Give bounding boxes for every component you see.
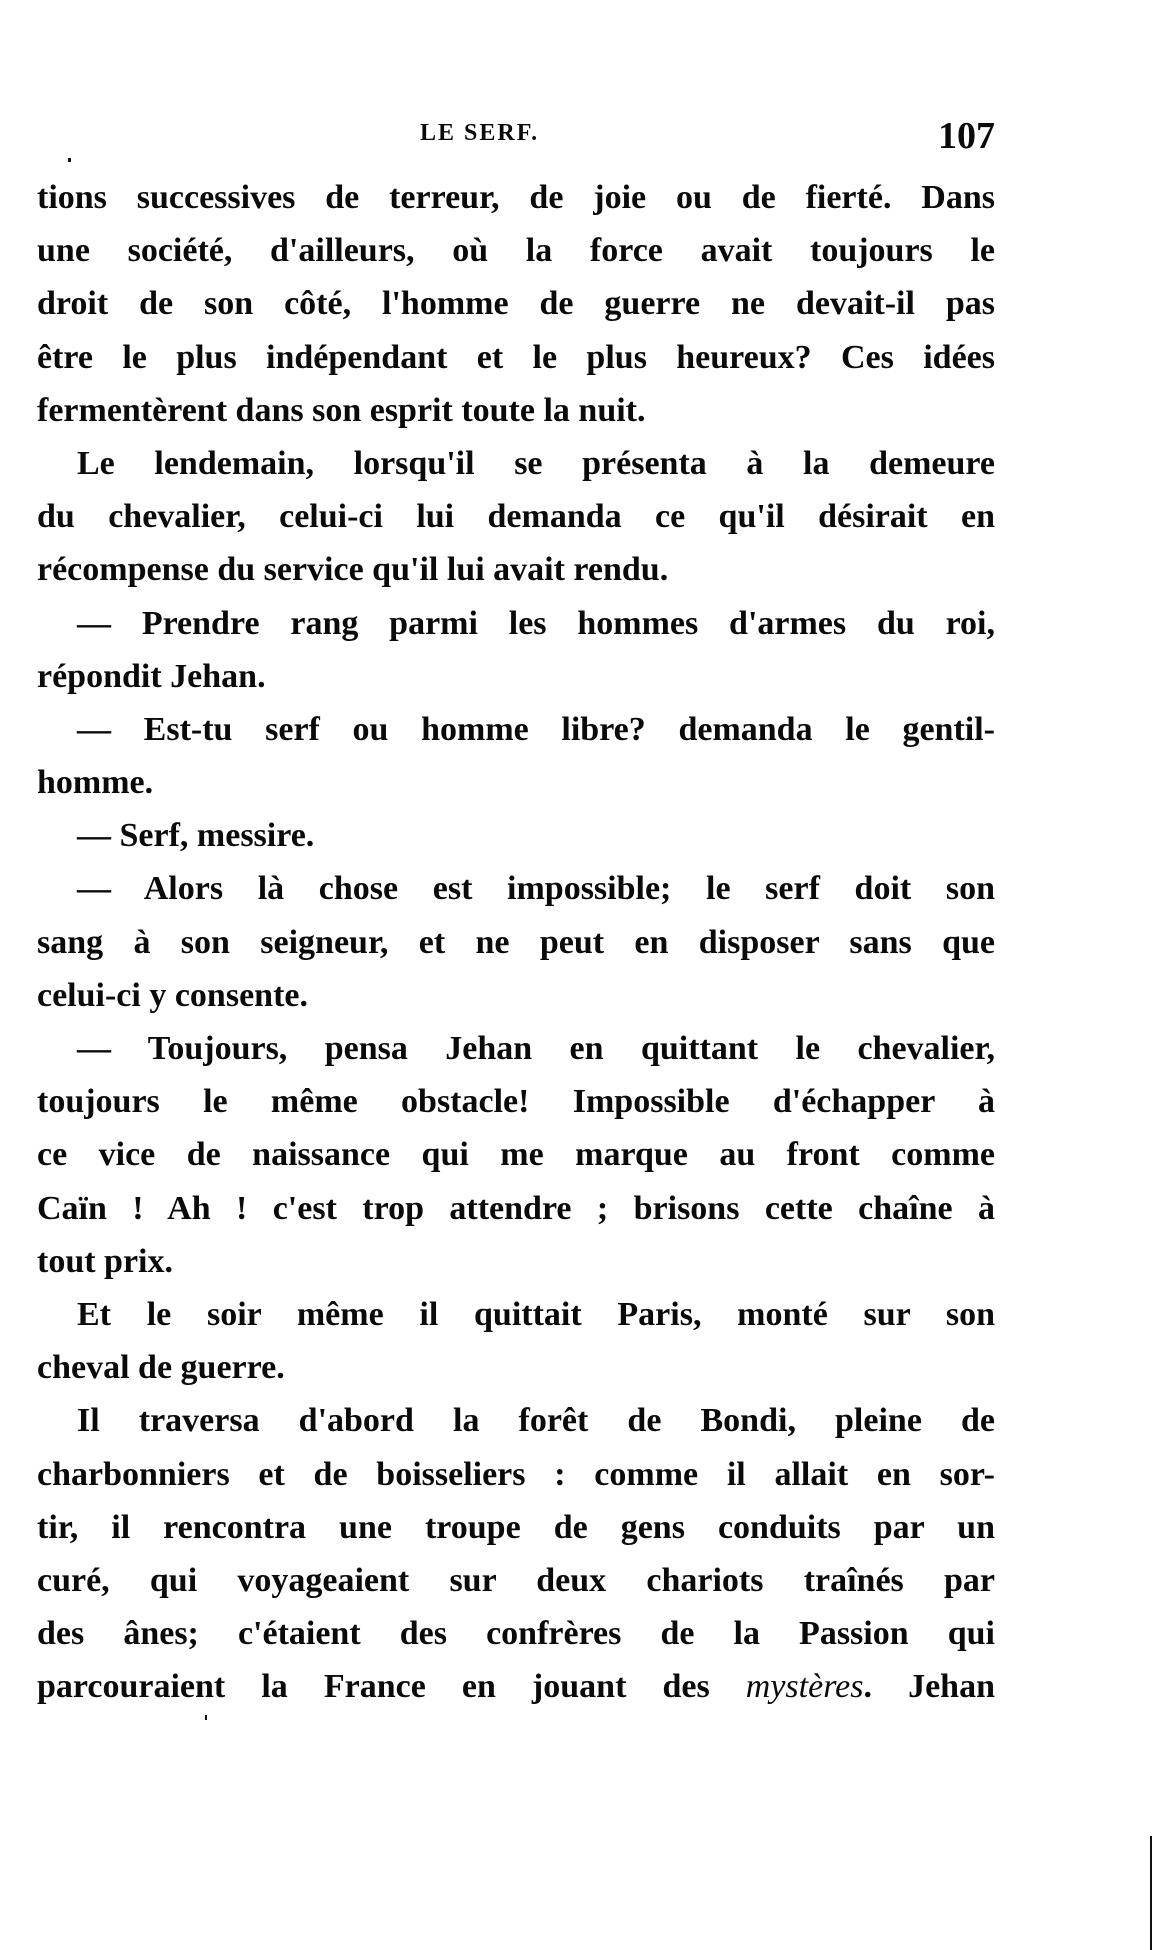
text-line: tout prix. bbox=[37, 1242, 173, 1280]
text-line: celui-ci y consente. bbox=[37, 976, 308, 1014]
italic-title: mystères bbox=[745, 1668, 864, 1706]
text-line: Et le soir même il quittait Paris, monté sur son bbox=[77, 1295, 995, 1333]
text-line: des ânes; c'étaient des confrères de la Passion qui bbox=[37, 1615, 995, 1653]
text-line: tions successives de terreur, de joie ou de fierté. Dans bbox=[37, 179, 995, 216]
text-line: — Est-tu serf ou homme libre? demanda le gentil- bbox=[77, 710, 995, 748]
text-segment: parcouraient la France en jouant des bbox=[37, 1668, 746, 1706]
text-line: sang à son seigneur, et ne peut en disposer sans que bbox=[37, 923, 995, 961]
scan-mark bbox=[1150, 1836, 1152, 1950]
text-line: homme. bbox=[37, 764, 154, 802]
page-number: 107 bbox=[938, 115, 995, 157]
text-line: — Prendre rang parmi les hommes d'armes du roi, bbox=[77, 604, 995, 642]
text-line: fermentèrent dans son esprit toute la nuit. bbox=[37, 391, 646, 429]
running-head bbox=[0, 115, 1160, 158]
body-text bbox=[37, 171, 995, 1713]
text-line: Le lendemain, lorsqu'il se présenta à la demeure bbox=[77, 444, 995, 482]
scan-speck bbox=[205, 1715, 207, 1720]
text-line-last bbox=[37, 1660, 995, 1713]
text-line: tir, il rencontra une troupe de gens conduits par un bbox=[37, 1508, 995, 1546]
text-line: ce vice de naissance qui me marque au front comme bbox=[37, 1136, 995, 1174]
text-line: du chevalier, celui-ci lui demanda ce qu'il désirait en bbox=[37, 498, 995, 536]
text-line: toujours le même obstacle! Impossible d'échapper à bbox=[37, 1083, 995, 1121]
text-line: — Serf, messire. bbox=[77, 817, 315, 855]
running-title: LE SERF. bbox=[420, 120, 540, 146]
text-line: répondit Jehan. bbox=[37, 657, 266, 695]
text-line: Caïn ! Ah ! c'est trop attendre ; brisons cette chaîne à bbox=[37, 1189, 995, 1227]
text-line: une société, d'ailleurs, où la force avait toujours le bbox=[37, 232, 995, 270]
text-line: cheval de guerre. bbox=[37, 1349, 285, 1387]
text-line: — Toujours, pensa Jehan en quittant le chevalier, bbox=[77, 1030, 995, 1067]
scan-speck bbox=[68, 158, 71, 162]
text-line: charbonniers et de boisseliers : comme il allait en sor- bbox=[37, 1455, 995, 1493]
text-line: Il traversa d'abord la forêt de Bondi, pleine de bbox=[77, 1402, 995, 1440]
text-line: droit de son côté, l'homme de guerre ne devait-il pas bbox=[37, 285, 995, 323]
text-line: récompense du service qu'il lui avait rendu. bbox=[37, 551, 669, 589]
text-line: curé, qui voyageaient sur deux chariots traînés par bbox=[37, 1561, 995, 1599]
text-segment: . Jehan bbox=[863, 1668, 995, 1706]
text-line: — Alors là chose est impossible; le serf doit son bbox=[77, 870, 995, 908]
text-line: être le plus indépendant et le plus heureux? Ces idées bbox=[37, 338, 995, 376]
